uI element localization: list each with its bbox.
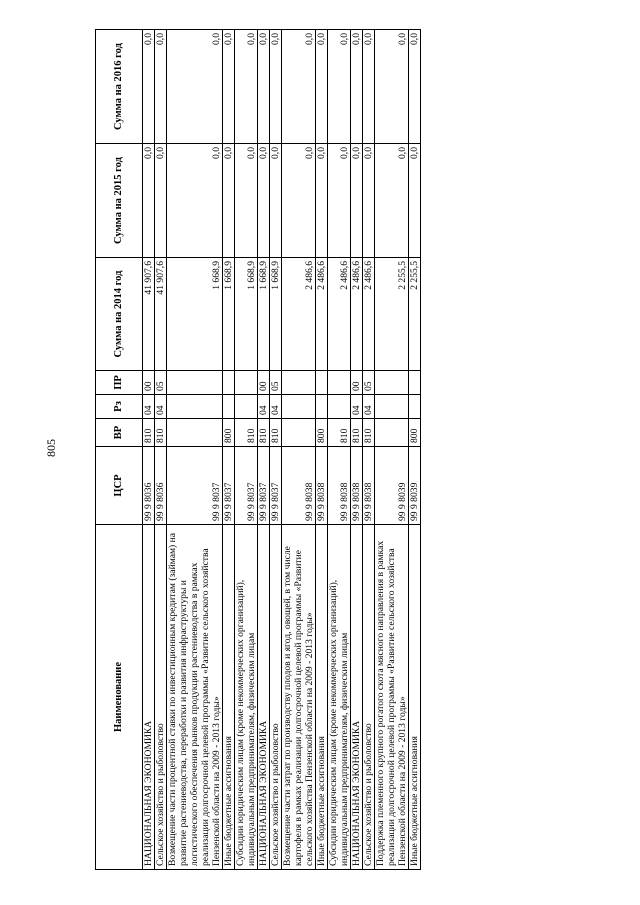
cell-rz bbox=[282, 395, 316, 419]
cell-name: Иные бюджетные ассигнования bbox=[409, 525, 421, 870]
cell-rz: 04 bbox=[363, 395, 375, 419]
cell-name: НАЦИОНАЛЬНАЯ ЭКОНОМИКА bbox=[351, 525, 363, 870]
cell-name: Иные бюджетные ассигнования bbox=[316, 525, 328, 870]
cell-csr: 99 9 8039 bbox=[375, 447, 409, 525]
cell-csr: 99 9 8038 bbox=[351, 447, 363, 525]
cell-name: Сельское хозяйство и рыболовство bbox=[270, 525, 282, 870]
header-rz: Рз bbox=[96, 395, 143, 419]
cell-sum-2014: 1 668,9 bbox=[167, 258, 223, 371]
header-sum-2015: Сумма на 2015 год bbox=[96, 144, 143, 258]
table-row bbox=[167, 30, 223, 870]
cell-pr bbox=[316, 371, 328, 395]
cell-sum-2014: 1 668,9 bbox=[258, 258, 270, 371]
cell-sum-2014: 2 255,5 bbox=[409, 258, 421, 371]
cell-vr: 800 bbox=[409, 419, 421, 447]
cell-name: Сельское хозяйство и рыболовство bbox=[155, 525, 167, 870]
cell-vr: 810 bbox=[235, 419, 258, 447]
cell-pr: 00 bbox=[258, 371, 270, 395]
cell-rz: 04 bbox=[351, 395, 363, 419]
cell-pr bbox=[235, 371, 258, 395]
header-name: Наименование bbox=[96, 525, 143, 870]
cell-sum-2015: 0,0 bbox=[375, 144, 409, 258]
cell-sum-2015: 0,0 bbox=[270, 144, 282, 258]
cell-vr: 810 bbox=[351, 419, 363, 447]
table-body bbox=[143, 30, 421, 870]
table-row bbox=[270, 30, 282, 870]
table-row bbox=[316, 30, 328, 870]
cell-name: Возмещение части затрат по производству плодов и ягод, овощей, в том числе картофеля в рамках реализации долгосрочной целевой программы «Развитие сельского хозяйства Пензенской области на 2009 - 2013 годы» bbox=[282, 525, 316, 870]
cell-rz: 04 bbox=[270, 395, 282, 419]
cell-pr bbox=[375, 371, 409, 395]
cell-csr: 99 9 8036 bbox=[143, 447, 155, 525]
header-sum-2014: Сумма на 2014 год bbox=[96, 258, 143, 371]
cell-vr bbox=[167, 419, 223, 447]
cell-sum-2016: 0,0 bbox=[282, 30, 316, 144]
cell-vr bbox=[282, 419, 316, 447]
cell-name: Поддержка племенного крупного рогатого скота мясного направления в рамках реализации долгосрочной целевой программы «Развитие сельского хозяйства Пензенской области на 2009 - 2013 годы» bbox=[375, 525, 409, 870]
cell-sum-2014: 1 668,9 bbox=[270, 258, 282, 371]
cell-vr: 800 bbox=[223, 419, 235, 447]
cell-csr: 99 9 8038 bbox=[328, 447, 351, 525]
cell-vr: 810 bbox=[143, 419, 155, 447]
cell-pr bbox=[328, 371, 351, 395]
cell-sum-2015: 0,0 bbox=[409, 144, 421, 258]
cell-sum-2014: 2 486,6 bbox=[328, 258, 351, 371]
cell-sum-2016: 0,0 bbox=[235, 30, 258, 144]
table-row bbox=[351, 30, 363, 870]
cell-sum-2016: 0,0 bbox=[223, 30, 235, 144]
cell-sum-2015: 0,0 bbox=[155, 144, 167, 258]
table-row bbox=[143, 30, 155, 870]
cell-pr bbox=[282, 371, 316, 395]
cell-csr: 99 9 8037 bbox=[235, 447, 258, 525]
cell-vr: 810 bbox=[270, 419, 282, 447]
cell-vr: 810 bbox=[363, 419, 375, 447]
cell-vr: 810 bbox=[328, 419, 351, 447]
header-pr: ПР bbox=[96, 371, 143, 395]
table-row bbox=[258, 30, 270, 870]
cell-vr bbox=[375, 419, 409, 447]
cell-name: Иные бюджетные ассигнования bbox=[223, 525, 235, 870]
cell-rz: 04 bbox=[143, 395, 155, 419]
cell-rz bbox=[223, 395, 235, 419]
cell-pr: 00 bbox=[351, 371, 363, 395]
cell-sum-2015: 0,0 bbox=[167, 144, 223, 258]
cell-pr bbox=[409, 371, 421, 395]
cell-sum-2014: 2 486,6 bbox=[351, 258, 363, 371]
cell-rz bbox=[375, 395, 409, 419]
table-row bbox=[328, 30, 351, 870]
table-row bbox=[223, 30, 235, 870]
cell-sum-2016: 0,0 bbox=[270, 30, 282, 144]
budget-table bbox=[95, 29, 421, 870]
cell-sum-2016: 0,0 bbox=[409, 30, 421, 144]
table-row bbox=[409, 30, 421, 870]
cell-rz: 04 bbox=[258, 395, 270, 419]
cell-sum-2014: 41 907,6 bbox=[155, 258, 167, 371]
cell-sum-2016: 0,0 bbox=[143, 30, 155, 144]
cell-sum-2016: 0,0 bbox=[167, 30, 223, 144]
header-sum-2016: Сумма на 2016 год bbox=[96, 30, 143, 144]
cell-csr: 99 9 8037 bbox=[223, 447, 235, 525]
cell-sum-2015: 0,0 bbox=[363, 144, 375, 258]
cell-sum-2014: 2 486,6 bbox=[316, 258, 328, 371]
cell-sum-2015: 0,0 bbox=[316, 144, 328, 258]
table-row bbox=[235, 30, 258, 870]
cell-pr: 00 bbox=[143, 371, 155, 395]
cell-vr: 800 bbox=[316, 419, 328, 447]
cell-pr bbox=[167, 371, 223, 395]
cell-name: Субсидии юридическим лицам (кроме некоммерческих организаций), индивидуальным предпринимателям, физическим лицам bbox=[328, 525, 351, 870]
cell-rz bbox=[328, 395, 351, 419]
rotated-table-wrapper bbox=[95, 30, 565, 870]
cell-sum-2015: 0,0 bbox=[235, 144, 258, 258]
cell-name: Сельское хозяйство и рыболовство bbox=[363, 525, 375, 870]
cell-name: НАЦИОНАЛЬНАЯ ЭКОНОМИКА bbox=[143, 525, 155, 870]
cell-sum-2014: 2 486,6 bbox=[282, 258, 316, 371]
cell-sum-2015: 0,0 bbox=[258, 144, 270, 258]
table-row bbox=[375, 30, 409, 870]
table-header-row bbox=[96, 30, 143, 870]
cell-sum-2014: 2 255,5 bbox=[375, 258, 409, 371]
cell-pr bbox=[223, 371, 235, 395]
cell-pr: 05 bbox=[363, 371, 375, 395]
cell-name: Возмещение части процентной ставки по инвестиционным кредитам (займам) на развитие растениеводства, переработки и развития инфраструктуры и логистического обеспечения рынков продукции растениеводства в рамках реализации долгосрочной целевой программы «Развитие сельского хозяйства Пензенской области на 2009 - 2013 годы» bbox=[167, 525, 223, 870]
cell-csr: 99 9 8037 bbox=[258, 447, 270, 525]
cell-sum-2015: 0,0 bbox=[282, 144, 316, 258]
header-csr: ЦСР bbox=[96, 447, 143, 525]
cell-sum-2015: 0,0 bbox=[351, 144, 363, 258]
cell-rz bbox=[316, 395, 328, 419]
cell-sum-2014: 1 668,9 bbox=[223, 258, 235, 371]
table-row bbox=[282, 30, 316, 870]
table-row bbox=[155, 30, 167, 870]
cell-csr: 99 9 8036 bbox=[155, 447, 167, 525]
table-row bbox=[363, 30, 375, 870]
cell-sum-2016: 0,0 bbox=[316, 30, 328, 144]
cell-sum-2015: 0,0 bbox=[328, 144, 351, 258]
page-number: 805 bbox=[44, 439, 58, 457]
cell-csr: 99 9 8037 bbox=[270, 447, 282, 525]
cell-rz bbox=[235, 395, 258, 419]
cell-rz: 04 bbox=[155, 395, 167, 419]
cell-sum-2016: 0,0 bbox=[155, 30, 167, 144]
cell-name: НАЦИОНАЛЬНАЯ ЭКОНОМИКА bbox=[258, 525, 270, 870]
cell-sum-2014: 1 668,9 bbox=[235, 258, 258, 371]
cell-name: Субсидии юридическим лицам (кроме некоммерческих организаций), индивидуальным предпринимателям, физическим лицам bbox=[235, 525, 258, 870]
cell-sum-2016: 0,0 bbox=[363, 30, 375, 144]
cell-csr: 99 9 8038 bbox=[363, 447, 375, 525]
cell-sum-2015: 0,0 bbox=[223, 144, 235, 258]
cell-sum-2016: 0,0 bbox=[328, 30, 351, 144]
header-vr: ВР bbox=[96, 419, 143, 447]
cell-sum-2014: 41 907,6 bbox=[143, 258, 155, 371]
cell-vr: 810 bbox=[155, 419, 167, 447]
cell-vr: 810 bbox=[258, 419, 270, 447]
cell-sum-2016: 0,0 bbox=[375, 30, 409, 144]
cell-csr: 99 9 8039 bbox=[409, 447, 421, 525]
cell-csr: 99 9 8037 bbox=[167, 447, 223, 525]
cell-sum-2015: 0,0 bbox=[143, 144, 155, 258]
cell-rz bbox=[409, 395, 421, 419]
cell-pr: 05 bbox=[155, 371, 167, 395]
cell-csr: 99 9 8038 bbox=[282, 447, 316, 525]
cell-sum-2016: 0,0 bbox=[258, 30, 270, 144]
cell-sum-2014: 2 486,6 bbox=[363, 258, 375, 371]
cell-rz bbox=[167, 395, 223, 419]
cell-csr: 99 9 8038 bbox=[316, 447, 328, 525]
cell-sum-2016: 0,0 bbox=[351, 30, 363, 144]
cell-pr: 05 bbox=[270, 371, 282, 395]
